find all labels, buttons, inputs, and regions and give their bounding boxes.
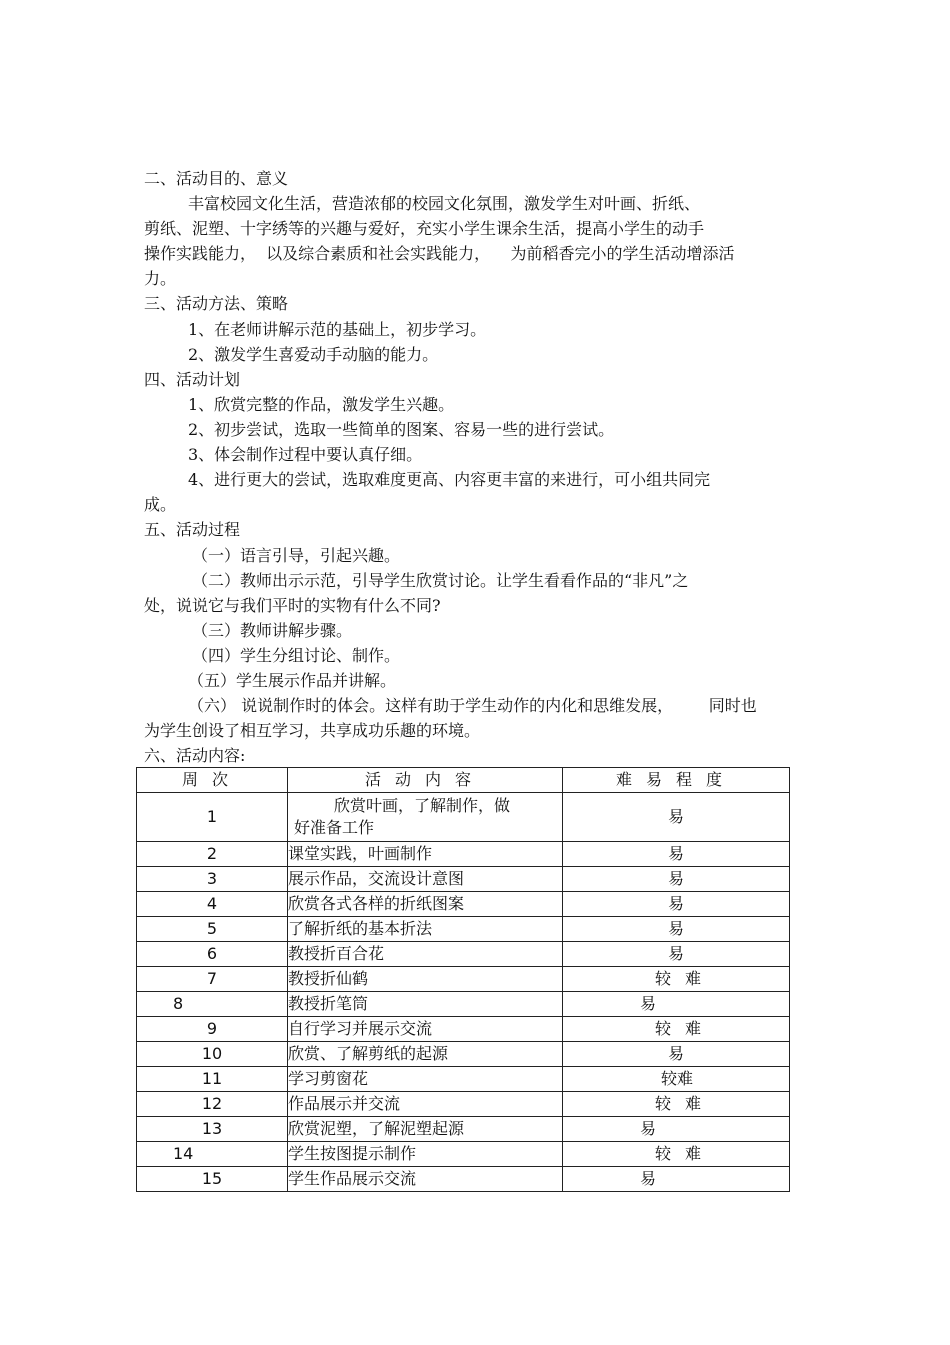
difficulty-cell: 易 <box>563 1167 790 1192</box>
activity-table <box>136 767 790 1192</box>
week-cell: 11 <box>137 1067 288 1092</box>
week-cell: 1 <box>137 793 288 842</box>
section-heading-plan: 四、活动计划 <box>144 370 241 389</box>
difficulty-cell: 易 <box>563 942 790 967</box>
week-cell: 5 <box>137 917 288 942</box>
content-cell: 欣赏泥塑，了解泥塑起源 <box>288 1117 563 1142</box>
difficulty-cell: 易 <box>563 793 790 842</box>
content-cell: 作品展示并交流 <box>288 1092 563 1117</box>
list-item: 3、体会制作过程中要认真仔细。 <box>188 445 423 464</box>
difficulty-cell: 较难 <box>563 1017 790 1042</box>
week-cell: 8 <box>137 992 288 1017</box>
table-row <box>137 1042 790 1067</box>
paragraph-line: 力。 <box>144 269 177 288</box>
table-row <box>137 917 790 942</box>
content-cell-line: 好准备工作 <box>294 818 375 837</box>
week-cell: 2 <box>137 842 288 867</box>
content-cell <box>288 793 563 842</box>
list-item: （四）学生分组讨论、制作。 <box>192 646 401 665</box>
table-row <box>137 1142 790 1167</box>
section-heading-purpose: 二、活动目的、意义 <box>144 169 289 188</box>
table-row <box>137 942 790 967</box>
week-cell: 10 <box>137 1042 288 1067</box>
column-header-difficulty: 难易程度 <box>563 768 790 793</box>
section-heading-methods: 三、活动方法、策略 <box>144 294 289 313</box>
table-header-row <box>137 768 790 793</box>
content-cell: 了解折纸的基本折法 <box>288 917 563 942</box>
column-header-week: 周次 <box>137 768 288 793</box>
list-item: 1、欣赏完整的作品，激发学生兴趣。 <box>188 395 455 414</box>
content-cell: 自行学习并展示交流 <box>288 1017 563 1042</box>
difficulty-cell: 易 <box>563 867 790 892</box>
list-item: 4、进行更大的尝试，选取难度更高、内容更丰富的来进行，可小组共同完 <box>188 470 711 489</box>
table-row <box>137 1117 790 1142</box>
content-cell: 学生作品展示交流 <box>288 1167 563 1192</box>
content-cell: 欣赏各式各样的折纸图案 <box>288 892 563 917</box>
difficulty-cell: 易 <box>563 992 790 1017</box>
week-cell: 13 <box>137 1117 288 1142</box>
content-cell: 教授折百合花 <box>288 942 563 967</box>
week-cell: 15 <box>137 1167 288 1192</box>
table-row <box>137 793 790 842</box>
list-item: （六） 说说制作时的体会。这样有助于学生动作的内化和思维发展， 同时也 <box>188 696 757 715</box>
content-cell: 展示作品，交流设计意图 <box>288 867 563 892</box>
table-row <box>137 967 790 992</box>
table-row <box>137 892 790 917</box>
content-cell: 学生按图提示制作 <box>288 1142 563 1167</box>
section-heading-process: 五、活动过程 <box>144 520 241 539</box>
list-item: （一）语言引导，引起兴趣。 <box>192 546 401 565</box>
list-item: 1、在老师讲解示范的基础上，初步学习。 <box>188 320 487 339</box>
difficulty-cell: 易 <box>563 1042 790 1067</box>
paragraph-line: 操作实践能力， 以及综合素质和社会实践能力， 为前稻香完小的学生活动增添活 <box>144 244 735 263</box>
table-row <box>137 842 790 867</box>
table-row <box>137 1017 790 1042</box>
difficulty-cell: 易 <box>563 1117 790 1142</box>
table-row <box>137 867 790 892</box>
list-item-continuation: 成。 <box>144 495 177 514</box>
difficulty-cell: 较难 <box>563 967 790 992</box>
difficulty-cell: 较难 <box>563 1142 790 1167</box>
list-item-continuation: 处，说说它与我们平时的实物有什么不同? <box>144 596 441 615</box>
difficulty-cell: 易 <box>563 842 790 867</box>
week-cell: 6 <box>137 942 288 967</box>
table-row <box>137 992 790 1017</box>
difficulty-cell: 较难 <box>563 1067 790 1092</box>
content-cell: 教授折仙鹤 <box>288 967 563 992</box>
list-item: （二）教师出示示范，引导学生欣赏讨论。让学生看看作品的“非凡”之 <box>192 571 689 590</box>
difficulty-cell: 易 <box>563 917 790 942</box>
paragraph-line: 剪纸、泥塑、十字绣等的兴趣与爱好，充实小学生课余生活，提高小学生的动手 <box>144 219 705 238</box>
week-cell: 4 <box>137 892 288 917</box>
list-item: （三）教师讲解步骤。 <box>192 621 353 640</box>
table-row <box>137 1092 790 1117</box>
list-item: 2、初步尝试，选取一些简单的图案、容易一些的进行尝试。 <box>188 420 615 439</box>
content-cell: 学习剪窗花 <box>288 1067 563 1092</box>
list-item-continuation: 为学生创设了相互学习，共享成功乐趣的环境。 <box>144 721 481 740</box>
difficulty-cell: 较难 <box>563 1092 790 1117</box>
list-item: 2、激发学生喜爱动手动脑的能力。 <box>188 345 439 364</box>
week-cell: 7 <box>137 967 288 992</box>
content-cell: 欣赏、了解剪纸的起源 <box>288 1042 563 1067</box>
week-cell: 12 <box>137 1092 288 1117</box>
difficulty-cell: 易 <box>563 892 790 917</box>
table-row <box>137 1167 790 1192</box>
content-cell-line: 欣赏叶画，了解制作，做 <box>334 796 511 815</box>
week-cell: 9 <box>137 1017 288 1042</box>
week-cell: 14 <box>137 1142 288 1167</box>
content-cell: 教授折笔筒 <box>288 992 563 1017</box>
content-cell: 课堂实践，叶画制作 <box>288 842 563 867</box>
table-row <box>137 1067 790 1092</box>
section-heading-content: 六、活动内容: <box>144 746 246 765</box>
week-cell: 3 <box>137 867 288 892</box>
paragraph-line: 丰富校园文化生活，营造浓郁的校园文化氛围，激发学生对叶画、折纸、 <box>188 194 701 213</box>
column-header-content: 活动内容 <box>288 768 563 793</box>
list-item: （五）学生展示作品并讲解。 <box>188 671 397 690</box>
